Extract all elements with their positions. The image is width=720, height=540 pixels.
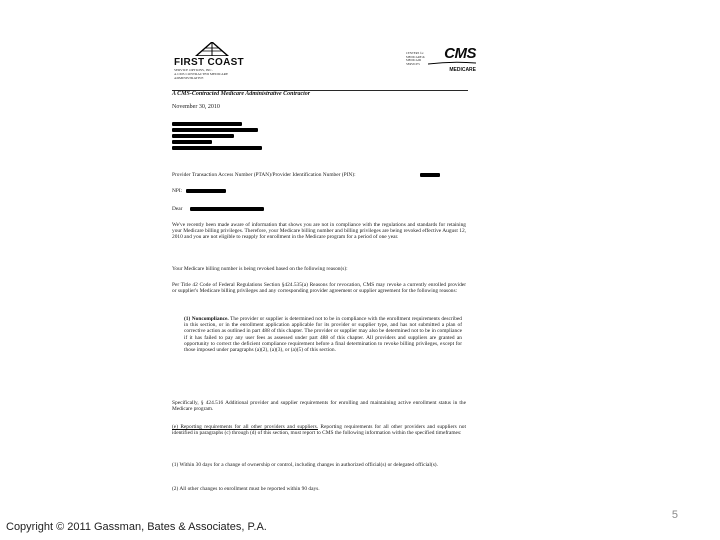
paragraph-noncompliance bbox=[184, 316, 462, 353]
page-number: 5 bbox=[671, 509, 678, 521]
ptan-label: Provider Transaction Access Number (PTAN)/Provider Identification Number (PIN): bbox=[172, 172, 356, 178]
fc-logo-sub: SERVICE OPTIONS, INC. bbox=[174, 68, 213, 73]
first-coast-logo bbox=[174, 42, 254, 80]
scanned-letter bbox=[158, 36, 480, 498]
cms-logo-text: CMS bbox=[444, 45, 476, 62]
redacted-address-line bbox=[172, 134, 234, 138]
fc-logo-name: FIRST COAST bbox=[174, 57, 244, 69]
paragraph-reasons: Your Medicare billing number is being revoked based on the following reason(s): bbox=[172, 266, 348, 272]
paragraph-30-days: (1) Within 30 days for a change of ownership or control, including changes in authorized official(s) or delegated official(s). bbox=[172, 462, 438, 468]
copyright-notice: Copyright © 2011 Gassman, Bates & Associates, P.A. bbox=[6, 521, 267, 533]
npi-label: NPI: bbox=[172, 188, 183, 194]
redacted-address-line bbox=[172, 128, 258, 132]
redacted-address-line bbox=[172, 140, 212, 144]
first-coast-emblem-icon bbox=[192, 42, 232, 56]
paragraph-cfr: Per Title 42 Code of Federal Regulations Section §424.535(a) Reasons for revocation, CMS may revoke a currently enrolled provider or supplier's Medicare billing privileges and any corresponding provider agreement or supplier agreement for the following reasons: bbox=[172, 282, 466, 295]
fc-logo-sub2: A CMS CONTRACTED MEDICARE ADMINISTRATIVE bbox=[174, 72, 229, 81]
dear-label: Dear bbox=[172, 206, 183, 212]
medicare-text: MEDICARE bbox=[449, 67, 476, 73]
paragraph-reporting bbox=[172, 424, 466, 436]
noncompliance-text: The provider or supplier is determined not to be in compliance with the enrollment requirements described in this section, or in the enrollment application applicable for its provider or supplier type, and has not submitted a plan of corrective action as outlined in part 488 of this chapter. The provider or supplier may also be determined not to be in compliance if it has failed to pay any user fees as assessed under part 488 of this chapter. All providers and suppliers are granted an opportunity to correct the deficient compliance requirement before a final determination to revoke billing privileges, except for those imposed under paragraphs (a)(2), (a)(3), or (a)(5) of this section. bbox=[184, 316, 462, 354]
letter-date: November 30, 2010 bbox=[172, 104, 220, 110]
reporting-lead: (e) Reporting requirements for all other providers and suppliers. bbox=[172, 424, 319, 430]
reporting-text: Reporting requirements for all other providers and suppliers not identified in paragraphs (c) through (d) of this section, must report to CMS the following information within the specified timeframes: bbox=[172, 424, 466, 437]
cms-small-text: CENTERS for MEDICARE & MEDICAID SERVICES bbox=[406, 51, 425, 66]
cms-logo bbox=[406, 46, 476, 73]
noncompliance-lead: (1) Noncompliance. bbox=[184, 316, 229, 322]
redacted-address-line bbox=[172, 122, 242, 126]
paragraph-specifically: Specifically, § 424.516 Additional provider and supplier requirements for enrolling and maintaining active enrollment status in the Medicare program. bbox=[172, 400, 466, 413]
redacted-name bbox=[190, 207, 264, 211]
paragraph-notice: We've recently been made aware of information that shows you are not in compliance with the regulations and standards for retaining your Medicare billing privileges. Therefore, your Medicare billing number and billing privileges are being revoked effective August 12, 2010 and you are not eligible to reapply for enrollment in the Medicare program for a period of one year. bbox=[172, 222, 466, 241]
redacted-ptan bbox=[420, 173, 440, 177]
letter-tagline: A CMS-Contracted Medicare Administrative Contractor bbox=[172, 91, 311, 97]
redacted-npi bbox=[186, 189, 226, 193]
paragraph-90-days: (2) All other changes to enrollment must be reported within 90 days. bbox=[172, 486, 320, 492]
redacted-address-line bbox=[172, 146, 262, 150]
